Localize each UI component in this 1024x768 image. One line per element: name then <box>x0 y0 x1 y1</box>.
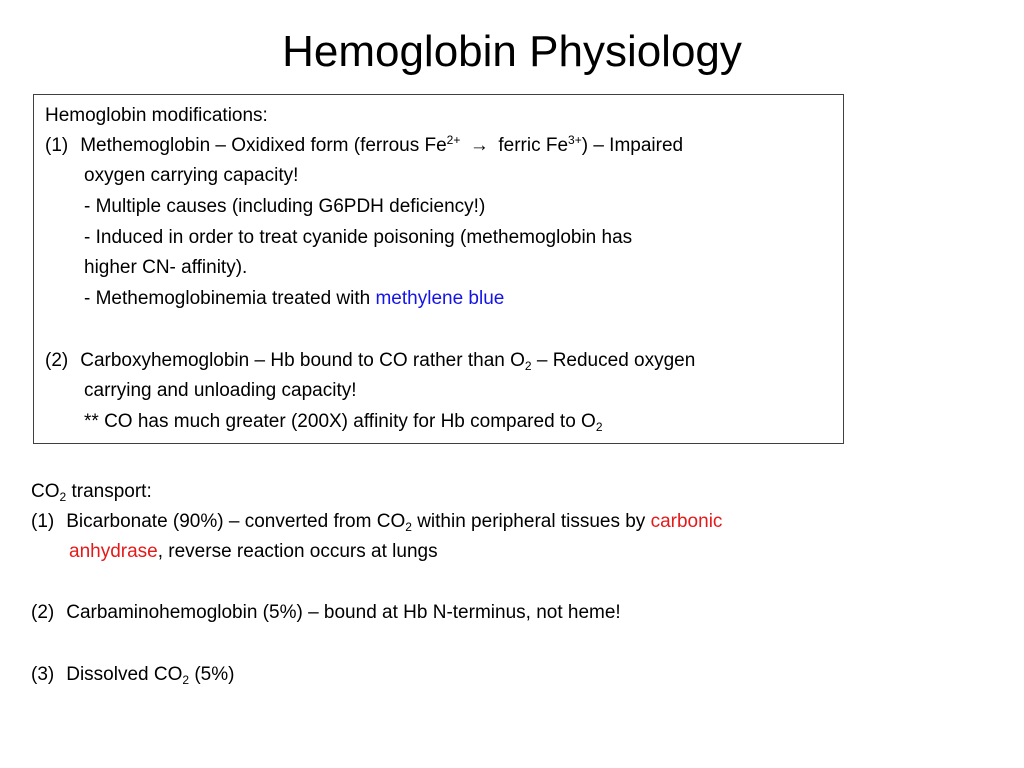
co2-item1-subscript: 2 <box>405 520 412 534</box>
box-item2-number: (2) <box>45 350 69 371</box>
co2-heading-b: transport: <box>66 481 152 502</box>
co2-item1-line2 <box>69 537 438 567</box>
co2-item1-number: (1) <box>31 511 55 532</box>
box-item1-bullet3-text: - Methemoglobinemia treated with <box>84 288 376 309</box>
box-item2-continuation: carrying and unloading capacity! <box>84 380 357 401</box>
box-item1-number: (1) <box>45 135 69 156</box>
box-item1-bullet1: - Multiple causes (including G6PDH deficiency!) <box>84 196 486 217</box>
box-item2-text-a: Carboxyhemoglobin – Hb bound to CO rather than O <box>80 350 525 371</box>
box-item2-line1 <box>45 346 695 376</box>
right-arrow-icon: → <box>469 135 489 156</box>
ferric-charge: 3+ <box>568 133 582 147</box>
box-heading: Hemoglobin modifications: <box>45 105 268 126</box>
co2-item2-number: (2) <box>31 602 55 623</box>
methylene-blue-highlight: methylene blue <box>375 288 505 309</box>
carbonic-highlight: carbonic <box>650 511 723 532</box>
slide-title: Hemoglobin Physiology <box>282 27 742 76</box>
box-item1-bullet2b: higher CN- affinity). <box>84 257 248 278</box>
co2-item2-text: Carbaminohemoglobin (5%) – bound at Hb N-terminus, not heme! <box>66 602 621 623</box>
co2-item3-text-a: Dissolved CO <box>66 664 183 685</box>
box-item1-line1 <box>45 131 683 161</box>
ferrous-charge: 2+ <box>446 133 461 147</box>
note-o2-subscript: 2 <box>595 420 603 434</box>
co2-transport-heading <box>31 477 152 507</box>
box-item1-text-c: ) – Impaired <box>581 135 684 156</box>
co2-item2 <box>31 598 621 628</box>
box-item1-bullet3 <box>84 284 504 314</box>
o2-subscript: 2 <box>524 359 532 373</box>
co2-item3-number: (3) <box>31 664 55 685</box>
co2-item1-text-b: within peripheral tissues by <box>411 511 651 532</box>
box-item1-text-b: ferric Fe <box>498 135 569 156</box>
co2-heading-a: CO <box>31 481 60 502</box>
box-item1-continuation: oxygen carrying capacity! <box>84 165 299 186</box>
box-item2-note <box>84 407 603 437</box>
co2-item3-subscript: 2 <box>182 673 190 687</box>
box-item2-note-text: ** CO has much greater (200X) affinity for Hb compared to O <box>84 411 596 432</box>
co2-item1-text-a: Bicarbonate (90%) – converted from CO <box>66 511 406 532</box>
co2-item1-line1 <box>31 507 722 537</box>
anhydrase-highlight: anhydrase <box>69 541 158 562</box>
co2-heading-subscript: 2 <box>59 490 67 504</box>
co2-item3 <box>31 660 234 690</box>
box-item2-text-b: – Reduced oxygen <box>531 350 696 371</box>
co2-item1-text-c: , reverse reaction occurs at lungs <box>157 541 438 562</box>
box-item1-bullet2a: - Induced in order to treat cyanide poisoning (methemoglobin has <box>84 227 633 248</box>
box-item1-text-a: Methemoglobin – Oxidixed form (ferrous Fe <box>80 135 447 156</box>
co2-item3-text-b: (5%) <box>189 664 235 685</box>
